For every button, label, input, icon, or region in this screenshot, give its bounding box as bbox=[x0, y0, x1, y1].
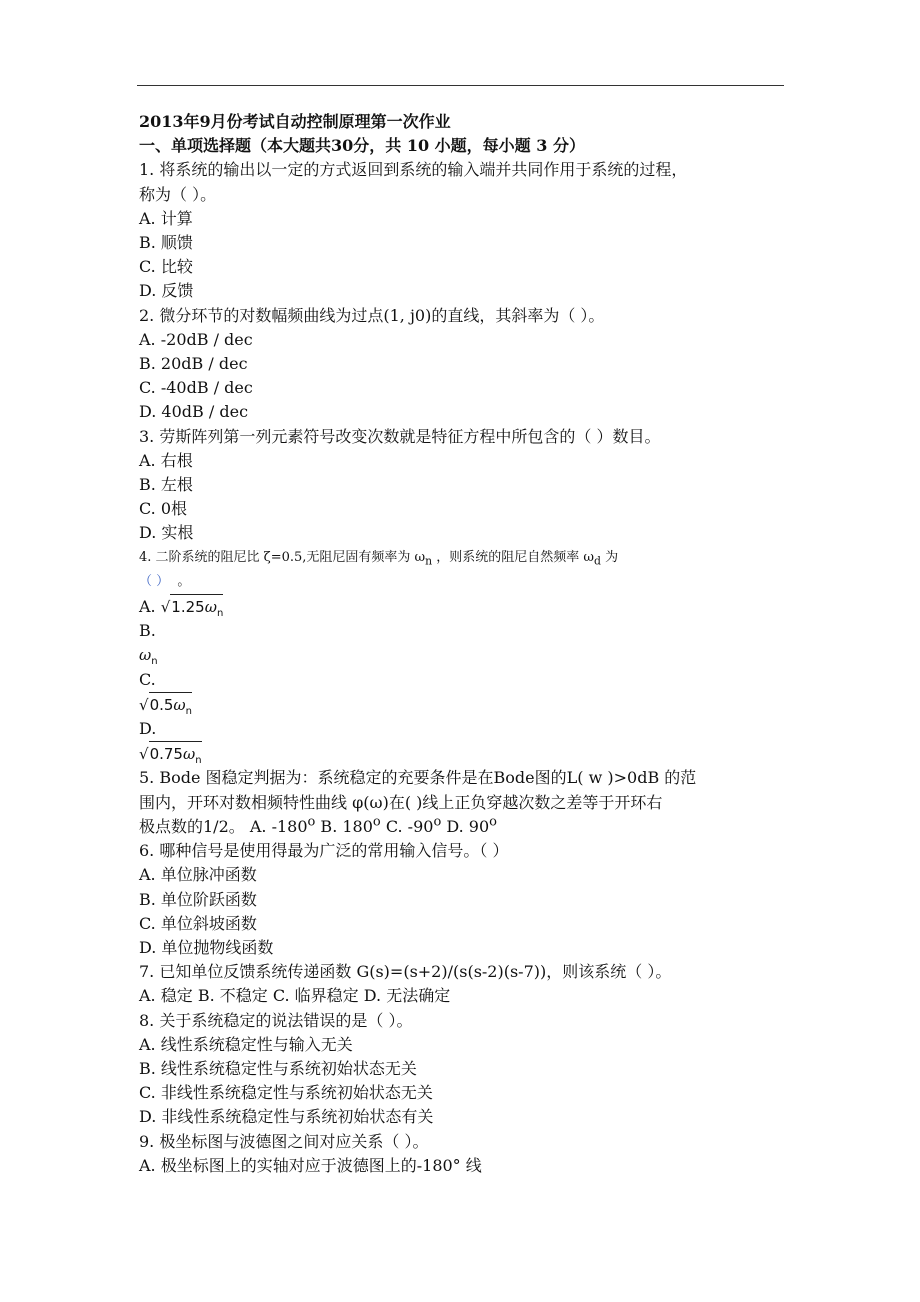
question-4-option-c-label: C. bbox=[139, 669, 156, 689]
option-label: A. bbox=[139, 597, 156, 617]
question-3-option-a: A. 右根 bbox=[139, 450, 193, 470]
question-1-option-b: B. 顺馈 bbox=[139, 233, 193, 253]
question-4-option-a bbox=[139, 594, 789, 619]
question-4-option-d-label: D. bbox=[139, 719, 157, 739]
formula-omega-n bbox=[139, 646, 158, 668]
question-2-stem: 2. 微分环节的对数幅频曲线为过点(1, j0)的直线，其斜率为（ ）。 bbox=[139, 305, 605, 325]
subscript-n: n bbox=[151, 656, 158, 668]
question-4-option-c bbox=[139, 692, 789, 717]
question-1-stem: 1. 将系统的输出以一定的方式返回到系统的输入端并共同作用于系统的过程， bbox=[139, 160, 688, 180]
question-5-line-2: 围内，开环对数相频特性曲线 φ(ω)在( )线上正负穿越次数之差等于开环右 bbox=[139, 792, 663, 812]
degree-mark: o bbox=[307, 814, 316, 830]
question-4-option-b bbox=[139, 643, 789, 667]
question-8-option-a: A. 线性系统稳定性与输入无关 bbox=[139, 1034, 353, 1054]
option-text: 极点数的1/2。 A. -180 bbox=[139, 816, 308, 836]
question-8-option-b: B. 线性系统稳定性与系统初始状态无关 bbox=[139, 1058, 417, 1078]
option-text: B. 180 bbox=[315, 816, 373, 836]
question-6-option-c: C. 单位斜坡函数 bbox=[139, 913, 257, 933]
degree-mark: o bbox=[372, 814, 381, 830]
question-9-stem: 9. 极坐标图与波德图之间对应关系（ ）。 bbox=[139, 1131, 429, 1151]
formula-sqrt-0-75-omega-n: $√0.75\omega_n$ bbox=[139, 745, 202, 763]
subscript-n: n bbox=[195, 755, 202, 767]
question-1-option-a: A. 计算 bbox=[139, 208, 193, 228]
question-5-line-3 bbox=[139, 815, 789, 839]
question-6-option-d: D. 单位抛物线函数 bbox=[139, 937, 274, 957]
omega-symbol: ω bbox=[139, 646, 152, 665]
option-text: C. -90 bbox=[380, 816, 434, 836]
question-4-stem bbox=[139, 546, 789, 570]
question-3-stem: 3. 劳斯阵列第一列元素符号改变次数就是特征方程中所包含的（ ）数目。 bbox=[139, 426, 661, 446]
question-1-option-c: C. 比较 bbox=[139, 257, 193, 277]
question-4-stem-part: 为 bbox=[600, 549, 619, 565]
question-3-option-c: C. 0根 bbox=[139, 499, 188, 519]
question-8-option-d: D. 非线性系统稳定性与系统初始状态有关 bbox=[139, 1107, 434, 1127]
question-6-stem: 6. 哪种信号是使用得最为广泛的常用输入信号。（ ） bbox=[139, 841, 509, 861]
header-rule bbox=[137, 85, 784, 86]
question-2-option-b: B. 20dB / dec bbox=[139, 354, 248, 374]
question-4-option-b-label: B. bbox=[139, 621, 156, 641]
question-6-option-b: B. 单位阶跃函数 bbox=[139, 889, 257, 909]
subscript-d: d bbox=[594, 554, 601, 568]
omega-symbol: ω bbox=[182, 745, 196, 764]
question-4-stem-part: 4. 二阶系统的阻尼比 ζ=0.5,无阻尼固有频率为 ω bbox=[139, 549, 426, 565]
subscript-n: n bbox=[425, 554, 433, 568]
question-9-option-a: A. 极坐标图上的实轴对应于波德图上的-180° 线 bbox=[139, 1155, 482, 1175]
page-title: 2013年9月份考试自动控制原理第一次作业 bbox=[139, 112, 451, 131]
degree-mark: o bbox=[489, 814, 497, 830]
question-2-option-d: D. 40dB / dec bbox=[139, 402, 249, 422]
question-3-option-d: D. 实根 bbox=[139, 523, 194, 543]
question-3-option-b: B. 左根 bbox=[139, 475, 193, 495]
subscript-n: n bbox=[185, 705, 192, 717]
omega-symbol: ω bbox=[204, 598, 217, 617]
question-4-stem-part: ，则系统的阻尼自然频率 ω bbox=[432, 549, 595, 565]
document-body bbox=[139, 110, 789, 1178]
question-2-option-a: A. -20dB / dec bbox=[139, 329, 253, 349]
answer-blank: （ ） bbox=[139, 573, 170, 589]
formula-coef: 0.5 bbox=[149, 695, 174, 714]
omega-symbol: ω bbox=[173, 695, 186, 714]
question-8-stem: 8. 关于系统稳定的说法错误的是（ ）。 bbox=[139, 1010, 413, 1030]
question-1-option-d: D. 反馈 bbox=[139, 281, 194, 301]
section-heading: 一、单项选择题（本大题共30分，共 10 小题，每小题 3 分） bbox=[139, 136, 585, 156]
formula-coef: 0.75 bbox=[149, 745, 183, 764]
question-7-options: A. 稳定 B. 不稳定 C. 临界稳定 D. 无法确定 bbox=[139, 986, 451, 1006]
question-6-option-a: A. 单位脉冲函数 bbox=[139, 865, 257, 885]
formula-coef: 1.25 bbox=[171, 598, 205, 617]
subscript-n: n bbox=[216, 608, 224, 620]
question-5-line-1: 5. Bode 图稳定判据为：系统稳定的充要条件是在Bode图的L( w )>0dB 的范 bbox=[139, 768, 697, 788]
question-2-option-c: C. -40dB / dec bbox=[139, 378, 253, 398]
question-4-option-d bbox=[139, 741, 789, 766]
option-text: D. 90 bbox=[441, 816, 490, 836]
formula-sqrt-1-25-omega-n: $√1.25\omega_n$ bbox=[161, 598, 224, 616]
question-7-stem: 7. 已知单位反馈系统传递函数 G(s)=(s+2)/(s(s-2)(s-7))，则该系统（ ）。 bbox=[139, 962, 672, 982]
question-8-option-c: C. 非线性系统稳定性与系统初始状态无关 bbox=[139, 1083, 433, 1103]
question-4-stem-cont bbox=[139, 570, 789, 594]
formula-sqrt-0-5-omega-n: $√0.5\omega_n$ bbox=[139, 696, 192, 714]
degree-mark: o bbox=[433, 814, 442, 830]
question-1-stem-cont: 称为（ ）。 bbox=[139, 184, 217, 204]
question-4-end: 。 bbox=[177, 573, 191, 589]
